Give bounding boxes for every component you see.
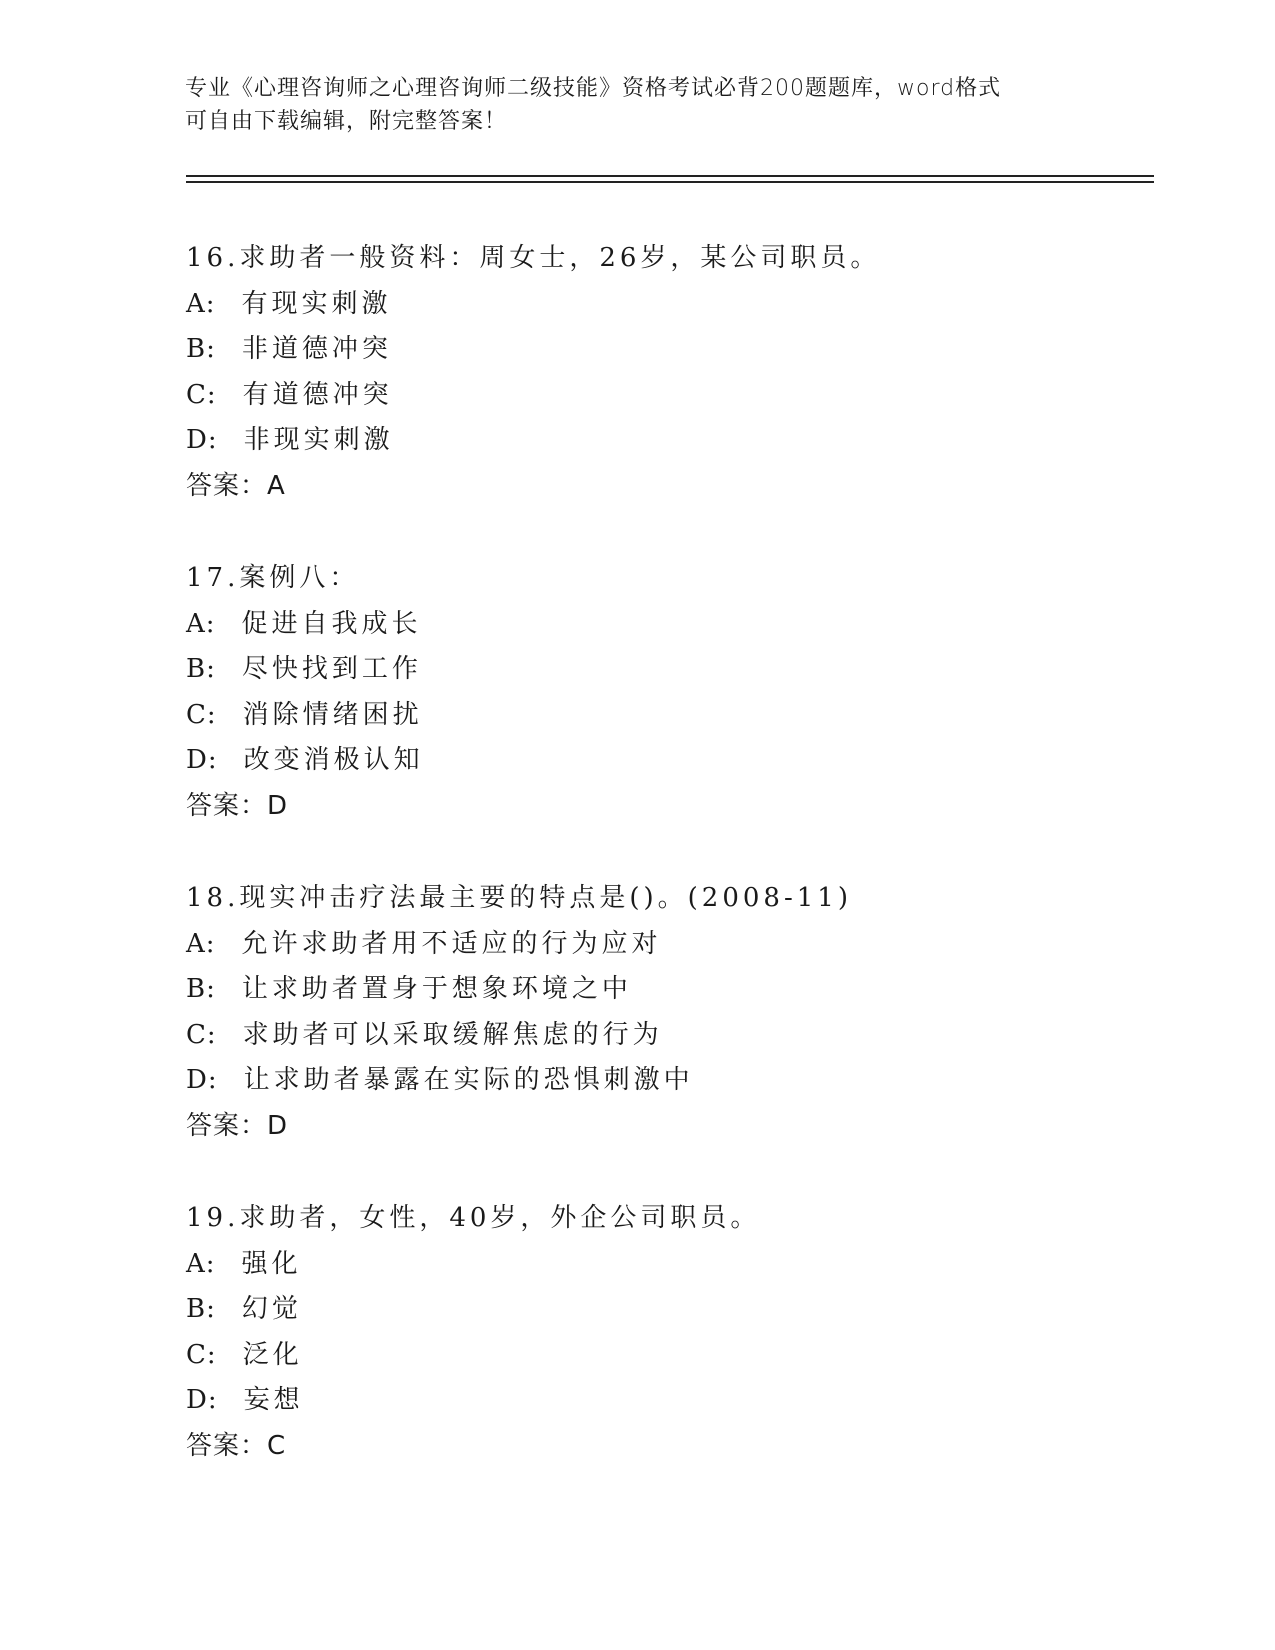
option-b: [186, 1287, 1146, 1333]
header-divider-top: [186, 175, 1154, 177]
option-text: 非道德冲突: [241, 334, 392, 364]
question-stem: 17.案例八：: [186, 563, 360, 593]
option-letter: A:: [186, 1248, 216, 1279]
option-text: 有道德冲突: [242, 379, 393, 410]
option-letter: C:: [186, 1019, 217, 1050]
option-text: 让求助者暴露在实际的恐惧刺激中: [243, 1065, 694, 1095]
option-letter: C:: [186, 699, 217, 730]
answer-label: 答案：A: [186, 470, 286, 501]
option-d: [186, 1058, 1146, 1104]
question-19: [186, 1196, 1146, 1516]
option-c: [186, 373, 1146, 419]
option-letter: D:: [186, 1385, 218, 1415]
option-a: [186, 602, 1146, 648]
answer-label: 答案：D: [186, 790, 289, 821]
option-letter: D:: [186, 745, 218, 775]
question-16: [186, 236, 1146, 556]
option-text: 尽快找到工作: [241, 654, 422, 684]
header-title-line-2: 可自由下载编辑，附完整答案！: [185, 109, 508, 134]
option-text: 妄想: [243, 1385, 304, 1415]
option-b: [186, 327, 1146, 373]
question-list: [186, 236, 1146, 1516]
option-letter: D:: [186, 1065, 218, 1095]
option-letter: B:: [186, 654, 216, 684]
document-header: [185, 72, 1065, 138]
option-letter: C:: [186, 379, 217, 410]
option-text: 求助者可以采取缓解焦虑的行为: [242, 1019, 663, 1050]
header-divider-bottom: [186, 181, 1154, 183]
option-c: [186, 1333, 1146, 1379]
option-letter: C:: [186, 1339, 217, 1370]
option-text: 促进自我成长: [241, 608, 422, 639]
option-text: 强化: [241, 1248, 302, 1279]
answer-label: 答案：D: [186, 1110, 289, 1141]
option-letter: B:: [186, 1294, 216, 1324]
header-title-line-1: 专业《心理咨询师之心理咨询师二级技能》资格考试必背200题题库，word格式: [185, 76, 1002, 101]
option-text: 泛化: [242, 1339, 303, 1370]
question-stem: 18.现实冲击疗法最主要的特点是()。(2008-11): [186, 883, 852, 913]
option-b: [186, 967, 1146, 1013]
option-a: [186, 922, 1146, 968]
option-text: 有现实刺激: [241, 288, 392, 319]
option-a: [186, 282, 1146, 328]
question-stem: 16.求助者一般资料：周女士，26岁，某公司职员。: [186, 243, 881, 273]
option-c: [186, 693, 1146, 739]
option-text: 非现实刺激: [243, 425, 394, 455]
option-letter: B:: [186, 974, 216, 1004]
option-d: [186, 418, 1146, 464]
option-text: 让求助者置身于想象环境之中: [241, 974, 632, 1004]
option-letter: D:: [186, 425, 218, 455]
option-text: 允许求助者用不适应的行为应对: [241, 928, 662, 959]
question-17: [186, 556, 1146, 876]
option-text: 改变消极认知: [243, 745, 424, 775]
question-stem: 19.求助者，女性，40岁，外企公司职员。: [186, 1203, 761, 1233]
option-c: [186, 1013, 1146, 1059]
option-a: [186, 1242, 1146, 1288]
option-letter: B:: [186, 334, 216, 364]
option-text: 消除情绪困扰: [242, 699, 423, 730]
option-d: [186, 738, 1146, 784]
option-letter: A:: [186, 928, 216, 959]
answer-label: 答案：C: [186, 1430, 287, 1461]
option-b: [186, 647, 1146, 693]
question-18: [186, 876, 1146, 1196]
option-text: 幻觉: [241, 1294, 302, 1324]
option-letter: A:: [186, 608, 216, 639]
option-letter: A:: [186, 288, 216, 319]
option-d: [186, 1378, 1146, 1424]
